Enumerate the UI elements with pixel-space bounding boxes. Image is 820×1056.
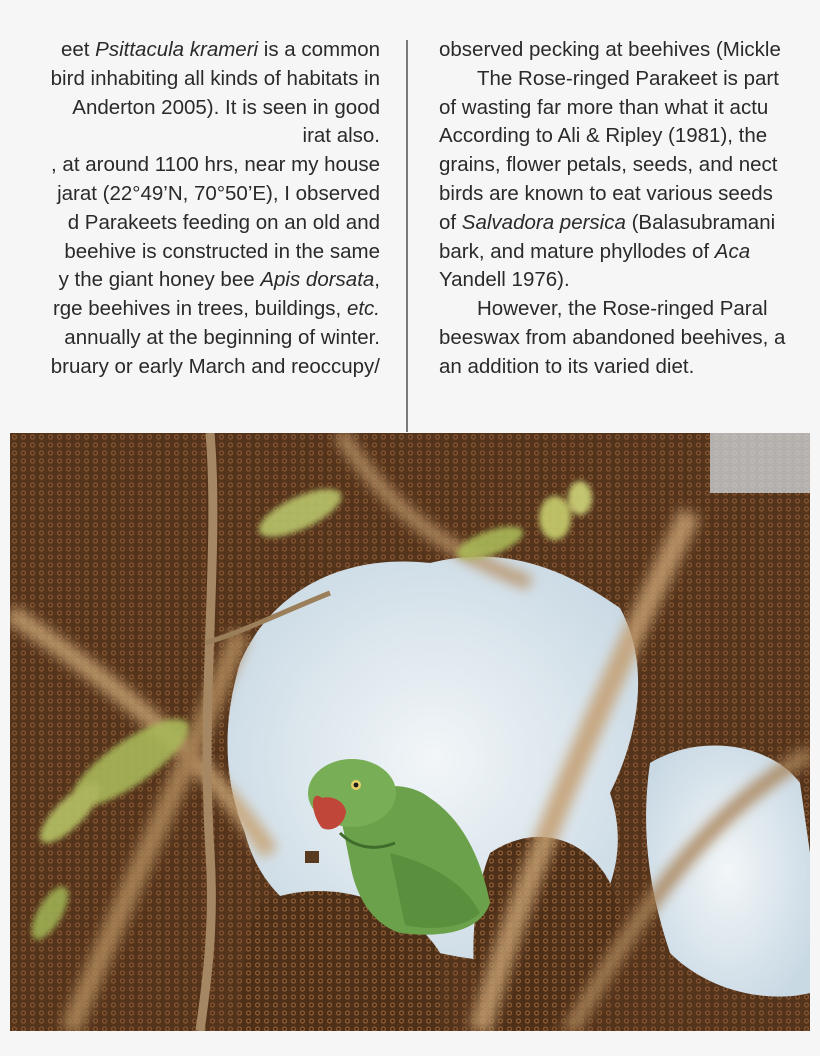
right_column-line bbox=[439, 122, 820, 151]
left_column-line bbox=[0, 295, 380, 324]
italic-text: Aca bbox=[714, 239, 751, 263]
left_column-line bbox=[0, 238, 380, 267]
text-segment: of bbox=[439, 210, 462, 234]
left_column-line bbox=[0, 94, 380, 123]
left_column-line bbox=[0, 65, 380, 94]
text-segment: Yandell 1976). bbox=[439, 268, 570, 292]
text-segment: an addition to its varied diet. bbox=[439, 354, 695, 378]
column-divider bbox=[406, 40, 408, 432]
text-segment: Anderton 2005). It is seen in good bbox=[72, 95, 380, 119]
text-segment: , at around 1100 hrs, near my house bbox=[51, 153, 380, 177]
photo-illustration bbox=[10, 433, 810, 1031]
text-segment: annually at the beginning of winter. bbox=[64, 325, 380, 349]
right_column-line bbox=[439, 180, 820, 209]
text-segment: bruary or early March and reoccupy/ bbox=[50, 354, 380, 378]
right_column-line bbox=[439, 65, 820, 94]
text-segment: rge beehives in trees, buildings, bbox=[52, 297, 347, 321]
left_column-line bbox=[0, 324, 380, 353]
text-segment: eet bbox=[60, 38, 96, 61]
left_column-line bbox=[0, 151, 380, 180]
text-segment: beehive is constructed in the same bbox=[64, 239, 380, 263]
right_column-line bbox=[439, 209, 820, 238]
text-segment: (Balasubramani bbox=[625, 210, 776, 234]
left_column-line bbox=[0, 353, 380, 382]
text-segment: beeswax from abandoned beehives, a bbox=[439, 325, 786, 349]
italic-text: etc. bbox=[346, 297, 380, 321]
text-segment: irat also. bbox=[302, 124, 380, 148]
right_column-line bbox=[439, 353, 820, 382]
text-segment: bark, and mature phyllodes of bbox=[439, 239, 715, 263]
text-segment: is a common bbox=[258, 38, 380, 61]
italic-text: Apis dorsata bbox=[260, 268, 375, 292]
left_column-line bbox=[0, 180, 380, 209]
italic-text: Psittacula krameri bbox=[95, 38, 259, 61]
left-text-column bbox=[0, 36, 380, 382]
text-segment: According to Ali & Ripley (1981), the bbox=[439, 124, 768, 148]
text-segment: The Rose-ringed Parakeet is part bbox=[477, 66, 779, 90]
text-segment: jarat (22°49’N, 70°50’E), I observed bbox=[57, 181, 380, 205]
text-segment: y the giant honey bee bbox=[58, 268, 261, 292]
text-segment: , bbox=[374, 268, 380, 292]
italic-text: Salvadora persica bbox=[461, 210, 626, 234]
left_column-line bbox=[0, 209, 380, 238]
right_column-line bbox=[439, 238, 820, 267]
right-text-column bbox=[439, 36, 820, 382]
text-segment: d Parakeets feeding on an old and bbox=[67, 210, 380, 234]
parakeet-beehive-photo bbox=[10, 433, 810, 1031]
right_column-line bbox=[439, 36, 820, 65]
text-segment: of wasting far more than what it actu bbox=[439, 95, 769, 119]
right_column-line bbox=[439, 324, 820, 353]
left_column-line bbox=[0, 36, 380, 65]
text-segment: observed pecking at beehives (Mickle bbox=[439, 38, 781, 61]
text-segment: bird inhabiting all kinds of habitats in bbox=[50, 66, 380, 90]
left_column-line bbox=[0, 122, 380, 151]
right_column-line bbox=[439, 266, 820, 295]
right_column-line bbox=[439, 94, 820, 123]
left_column-line bbox=[0, 266, 380, 295]
right_column-line bbox=[439, 295, 820, 324]
right_column-line bbox=[439, 151, 820, 180]
text-segment: However, the Rose-ringed Paral bbox=[477, 297, 768, 321]
text-segment: grains, flower petals, seeds, and nect bbox=[439, 153, 778, 177]
text-segment: birds are known to eat various seeds bbox=[439, 181, 773, 205]
